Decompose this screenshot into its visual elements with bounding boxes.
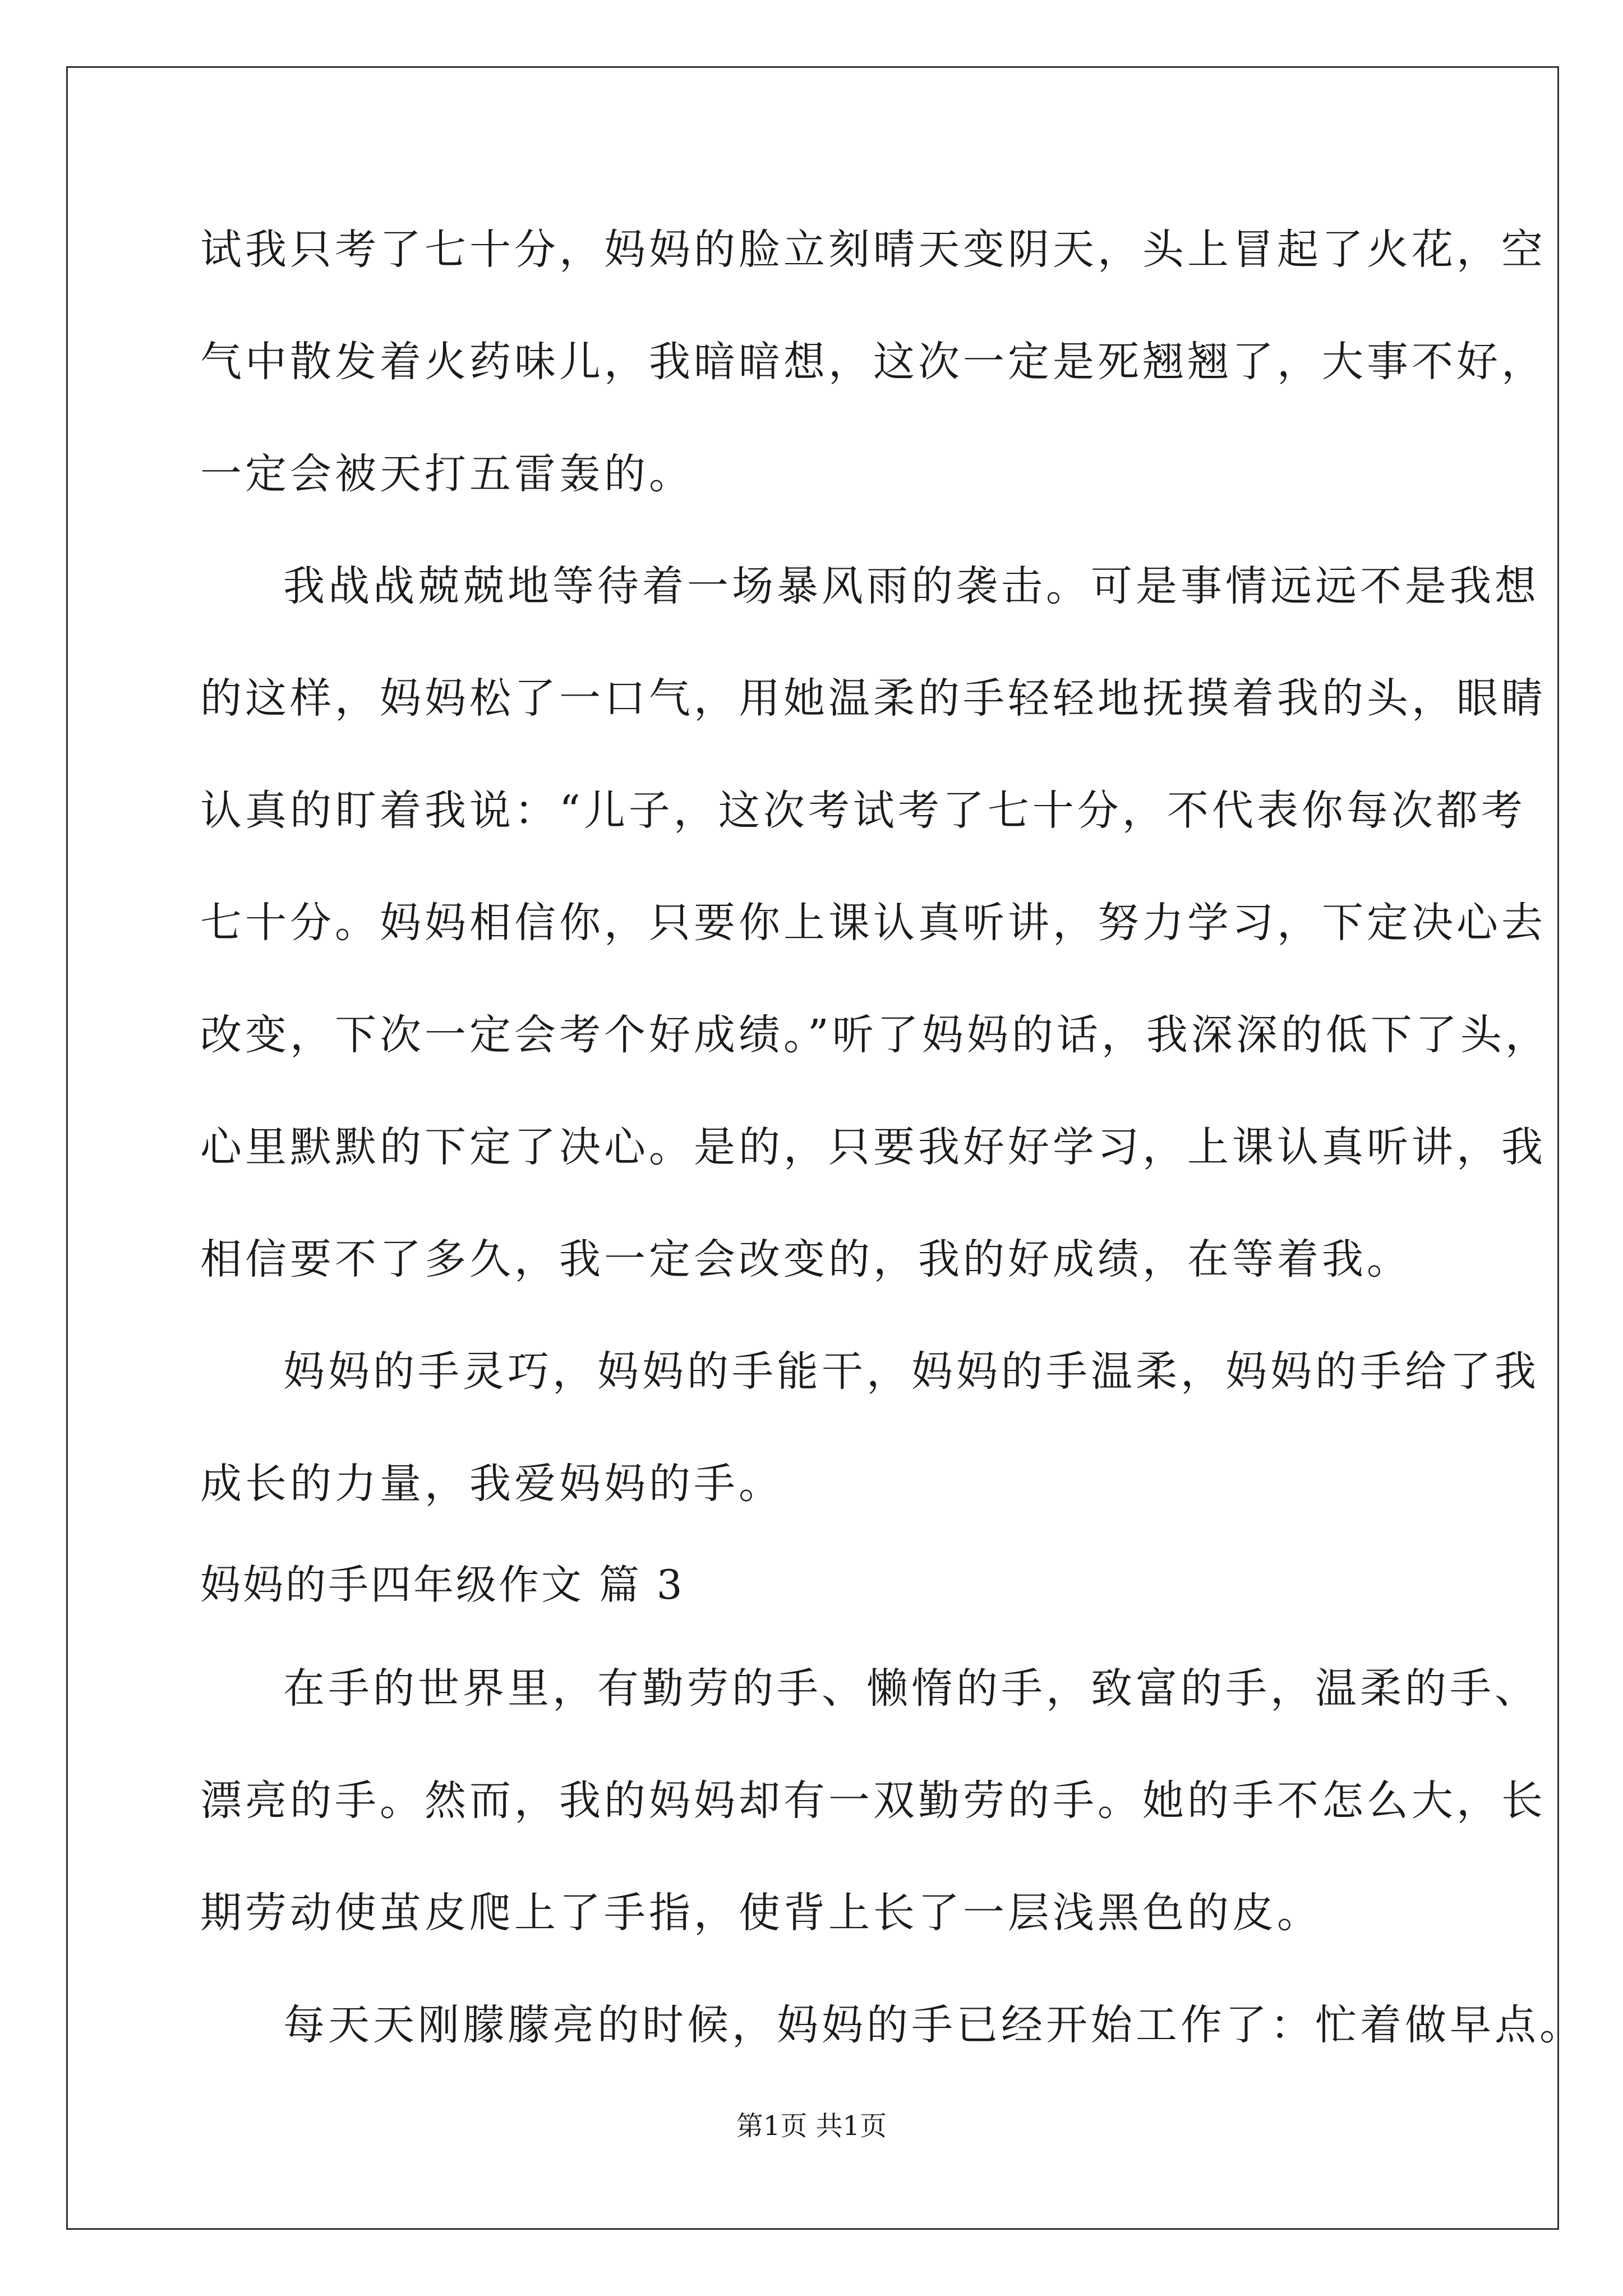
text-line: 七十分。妈妈相信你，只要你上课认真听讲，努力学习，下定决心去 xyxy=(200,899,1546,947)
text-line: 漂亮的手。然而，我的妈妈却有一双勤劳的手。她的手不怎么大，长 xyxy=(200,1777,1546,1825)
text-line: 期劳动使茧皮爬上了手指，使背上长了一层浅黑色的皮。 xyxy=(200,1889,1322,1937)
text-line: 我战战兢兢地等待着一场暴风雨的袭击。可是事情远远不是我想 xyxy=(283,562,1539,610)
text-line: 成长的力量，我爱妈妈的手。 xyxy=(200,1460,783,1508)
text-line: 妈妈的手灵巧，妈妈的手能干，妈妈的手温柔，妈妈的手给了我 xyxy=(283,1347,1539,1396)
text-line: 相信要不了多久，我一定会改变的，我的好成绩，在等着我。 xyxy=(200,1235,1412,1283)
text-line: 心里默默的下定了决心。是的，只要我好好学习，上课认真听讲，我 xyxy=(200,1123,1546,1171)
page-footer: 第1页 共1页 xyxy=(736,2110,887,2142)
text-line: 在手的世界里，有勤劳的手、懒惰的手，致富的手，温柔的手、 xyxy=(283,1664,1539,1713)
text-line: 认真的盯着我说：“儿子，这次考试考了七十分，不代表你每次都考 xyxy=(200,786,1526,835)
text-line: 的这样，妈妈松了一口气，用她温柔的手轻轻地抚摸着我的头，眼睛 xyxy=(200,674,1546,723)
text-line: 改变，下次一定会考个好成绩。”听了妈妈的话，我深深的低下了头， xyxy=(200,1011,1550,1059)
text-line: 气中散发着火药味儿，我暗暗想，这次一定是死翘翘了，大事不好， xyxy=(200,338,1546,386)
section-heading: 妈妈的手四年级作文 篇 3 xyxy=(200,1561,685,1608)
text-line: 试我只考了七十分，妈妈的脸立刻晴天变阴天，头上冒起了火花，空 xyxy=(200,226,1546,274)
text-line: 一定会被天打五雷轰的。 xyxy=(200,450,694,498)
text-line: 每天天刚朦朦亮的时候，妈妈的手已经开始工作了：忙着做早点。 xyxy=(283,2001,1584,2049)
